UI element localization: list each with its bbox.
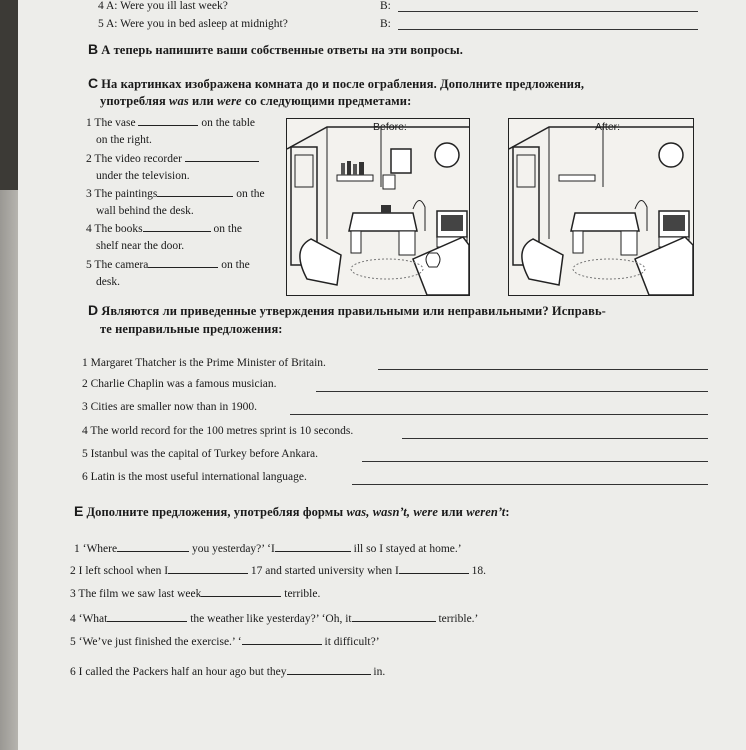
e-item-1: 1 ‘Where you yesterday?’ ‘I ill so I stayed at home.’ <box>74 543 462 555</box>
section-b-heading <box>88 42 463 57</box>
c-item-5: 5 The camera on the <box>86 259 250 271</box>
section-c-text1: На картинках изображена комната до и после ограбления. Дополните предложения, <box>101 77 585 91</box>
e-1-blank-a[interactable] <box>117 541 189 552</box>
d-item-2-line[interactable] <box>316 391 708 392</box>
answer-5-line[interactable] <box>398 29 698 30</box>
question-4: 4 A: Were you ill last week? <box>98 0 228 12</box>
c-item-4-blank[interactable] <box>143 221 211 232</box>
e-item-6: 6 I called the Packers half an hour ago but they in. <box>70 666 386 678</box>
e-4-blank-b[interactable] <box>352 611 436 622</box>
c-item-3-blank[interactable] <box>157 186 233 197</box>
c-item-5-cont: desk. <box>96 276 120 288</box>
section-b-text: А теперь напишите ваши собственные ответы на эти вопросы. <box>101 43 463 57</box>
after-room-illustration <box>509 119 693 295</box>
c-item-1: 1 The vase on the table <box>86 117 256 129</box>
d-item-3: 3 Cities are smaller now than in 1900. <box>82 401 258 413</box>
c-item-4-cont: shelf near the door. <box>96 240 185 252</box>
section-e-heading: E Дополните предложения, употребляя формы was, wasn’t, were или weren’t: <box>74 503 510 519</box>
answer-4-label: B: <box>380 0 391 12</box>
c-item-1-cont: on the right. <box>96 134 152 146</box>
section-d-letter: D <box>88 302 99 318</box>
e-item-5: 5 ‘We’ve just finished the exercise.’ ‘ it difficult?’ <box>70 636 380 648</box>
e-4-blank-a[interactable] <box>107 611 187 622</box>
d-item-4: 4 The world record for the 100 metres sprint is 10 seconds. <box>82 425 354 437</box>
d-item-5: 5 Istanbul was the capital of Turkey before Ankara. <box>82 448 319 460</box>
e-2-blank-a[interactable] <box>168 563 248 574</box>
before-room-illustration <box>287 119 469 295</box>
answer-4-line[interactable] <box>398 11 698 12</box>
d-item-6-line[interactable] <box>352 484 708 485</box>
e-2-blank-b[interactable] <box>399 563 469 574</box>
c-item-5-blank[interactable] <box>148 257 218 268</box>
section-d-heading-line2: те неправильные предложения: <box>100 322 283 336</box>
d-item-6: 6 Latin is the most useful international language. <box>82 471 307 483</box>
section-d-heading-line1: D Являются ли приведенные утверждения правильными или неправильными? Исправь- <box>88 302 606 318</box>
section-c-heading-line1 <box>88 76 584 91</box>
d-item-3-line[interactable] <box>290 414 708 415</box>
section-c-letter: C <box>88 75 99 91</box>
section-b-letter: B <box>88 41 99 57</box>
d-item-2: 2 Charlie Chaplin was a famous musician. <box>82 378 277 390</box>
worksheet-page <box>18 0 746 750</box>
c-item-3: 3 The paintings on the <box>86 188 265 200</box>
after-picture <box>508 118 694 296</box>
question-5: 5 A: Were you in bed asleep at midnight? <box>98 18 288 30</box>
e-item-3: 3 The film we saw last week terrible. <box>70 588 321 600</box>
before-picture <box>286 118 470 296</box>
d-item-5-line[interactable] <box>362 461 708 462</box>
e-6-blank[interactable] <box>287 664 371 675</box>
e-1-blank-b[interactable] <box>275 541 351 552</box>
d-item-4-line[interactable] <box>402 438 708 439</box>
c-item-4: 4 The books on the <box>86 223 242 235</box>
c-item-2: 2 The video recorder <box>86 151 259 166</box>
answer-5-label: B: <box>380 18 391 30</box>
before-label: Before: <box>373 121 407 133</box>
e-item-2: 2 I left school when I 17 and started university when I 18. <box>70 565 487 577</box>
c-item-3-cont: wall behind the desk. <box>96 205 194 217</box>
e-item-4: 4 ‘What the weather like yesterday?’ ‘Oh, it terrible.’ <box>70 613 479 625</box>
d-item-1-line[interactable] <box>378 369 708 370</box>
c-item-2-blank[interactable] <box>185 151 259 162</box>
after-label: After: <box>595 121 621 133</box>
c-item-2-cont: under the television. <box>96 170 190 182</box>
section-e-letter: E <box>74 503 84 519</box>
c-item-1-blank[interactable] <box>138 115 198 126</box>
e-5-blank[interactable] <box>242 634 322 645</box>
e-3-blank[interactable] <box>201 586 281 597</box>
d-item-1: 1 Margaret Thatcher is the Prime Minister of Britain. <box>82 357 326 369</box>
section-c-heading-line2: употребляя was или were со следующими предметами: <box>100 94 412 108</box>
